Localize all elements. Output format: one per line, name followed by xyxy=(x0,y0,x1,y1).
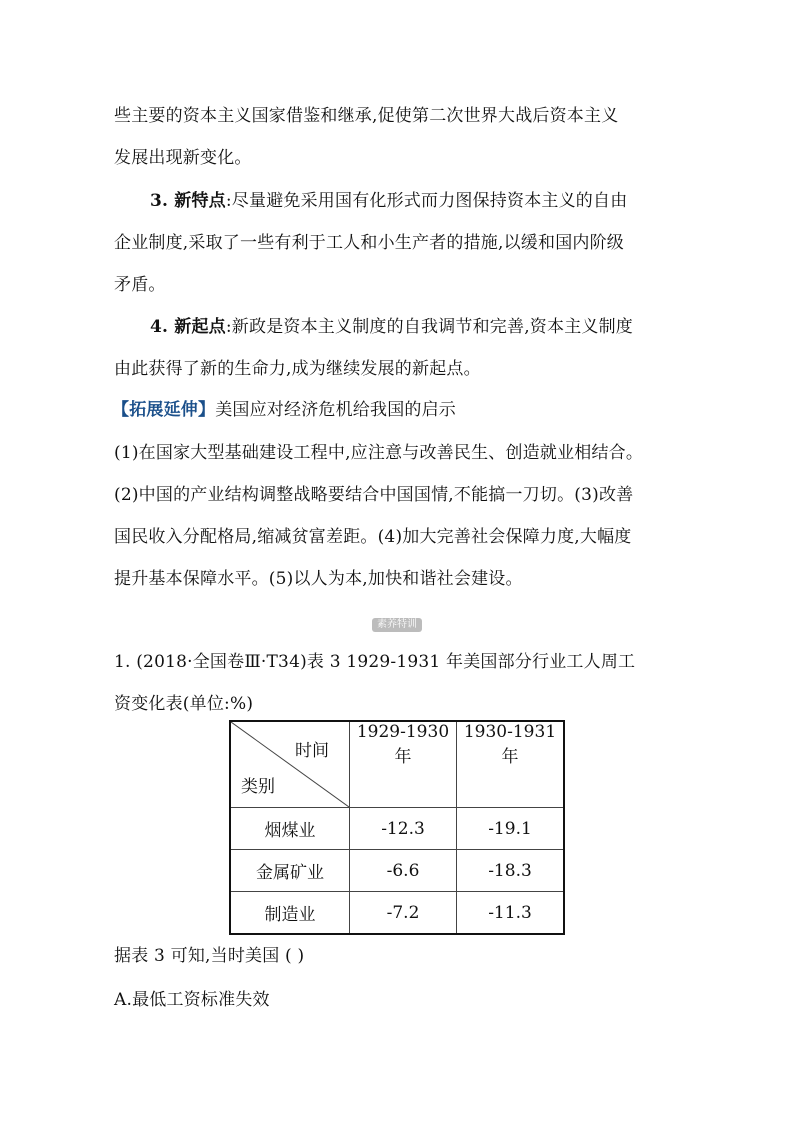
question-text: 资变化表(单位:%) xyxy=(114,694,254,714)
row-category: 制造业 xyxy=(230,892,350,935)
text-line: (1)在国家大型基础建设工程中,应注意与改善民生、创造就业相结合。 xyxy=(114,443,644,463)
table-row xyxy=(230,808,564,850)
text-line: 国民收入分配格局,缩减贫富差距。(4)加大完善社会保障力度,大幅度 xyxy=(114,527,632,547)
text-line: 发展出现新变化。 xyxy=(114,148,252,168)
text-line: 4. 新起点:新政是资本主义制度的自我调节和完善,资本主义制度 xyxy=(150,317,634,337)
row-category: 金属矿业 xyxy=(230,850,350,892)
extension-heading: 【拓展延伸】美国应对经济危机给我国的启示 xyxy=(112,400,457,420)
table-cell: -12.3 xyxy=(350,808,457,850)
table-row xyxy=(230,850,564,892)
section-tag: 素养特训 xyxy=(372,618,422,632)
text-line: (2)中国的产业结构调整战略要结合中国国情,不能搞一刀切。(3)改善 xyxy=(114,485,634,505)
header-time: 时间 xyxy=(295,741,329,761)
table-cell: -6.6 xyxy=(350,850,457,892)
text-line: 提升基本保障水平。(5)以人为本,加快和谐社会建设。 xyxy=(114,569,523,589)
column-header: 1930-1931年 xyxy=(457,721,565,808)
text-line: 些主要的资本主义国家借鉴和继承,促使第二次世界大战后资本主义 xyxy=(114,106,619,126)
diagonal-header-cell xyxy=(230,721,350,808)
text-line: 企业制度,采取了一些有利于工人和小生产者的措施,以缓和国内阶级 xyxy=(114,233,625,253)
section-tag-wrap xyxy=(0,612,794,632)
point-label: 4. 新起点 xyxy=(150,317,226,337)
question-stem: 据表 3 可知,当时美国 ( ) xyxy=(114,946,305,966)
table-cell: -11.3 xyxy=(457,892,565,935)
point-label: 3. 新特点 xyxy=(150,191,226,211)
question-text: 1. (2018·全国卷Ⅲ·T34)表 3 1929-1931 年美国部分行业工人周工 xyxy=(114,652,636,672)
text-line: 矛盾。 xyxy=(114,275,166,295)
wage-change-table xyxy=(229,720,565,935)
table-cell: -7.2 xyxy=(350,892,457,935)
answer-option-a[interactable]: A.最低工资标准失效 xyxy=(114,990,270,1010)
column-header: 1929-1930年 xyxy=(350,721,457,808)
extension-label: 【拓展延伸】 xyxy=(112,400,216,420)
header-category: 类别 xyxy=(241,777,275,797)
table-row xyxy=(230,892,564,935)
table-cell: -19.1 xyxy=(457,808,565,850)
table-header-row xyxy=(230,721,564,808)
row-category: 烟煤业 xyxy=(230,808,350,850)
text-line: 由此获得了新的生命力,成为继续发展的新起点。 xyxy=(114,359,481,379)
table-cell: -18.3 xyxy=(457,850,565,892)
text-line: 3. 新特点:尽量避免采用国有化形式而力图保持资本主义的自由 xyxy=(150,191,628,211)
